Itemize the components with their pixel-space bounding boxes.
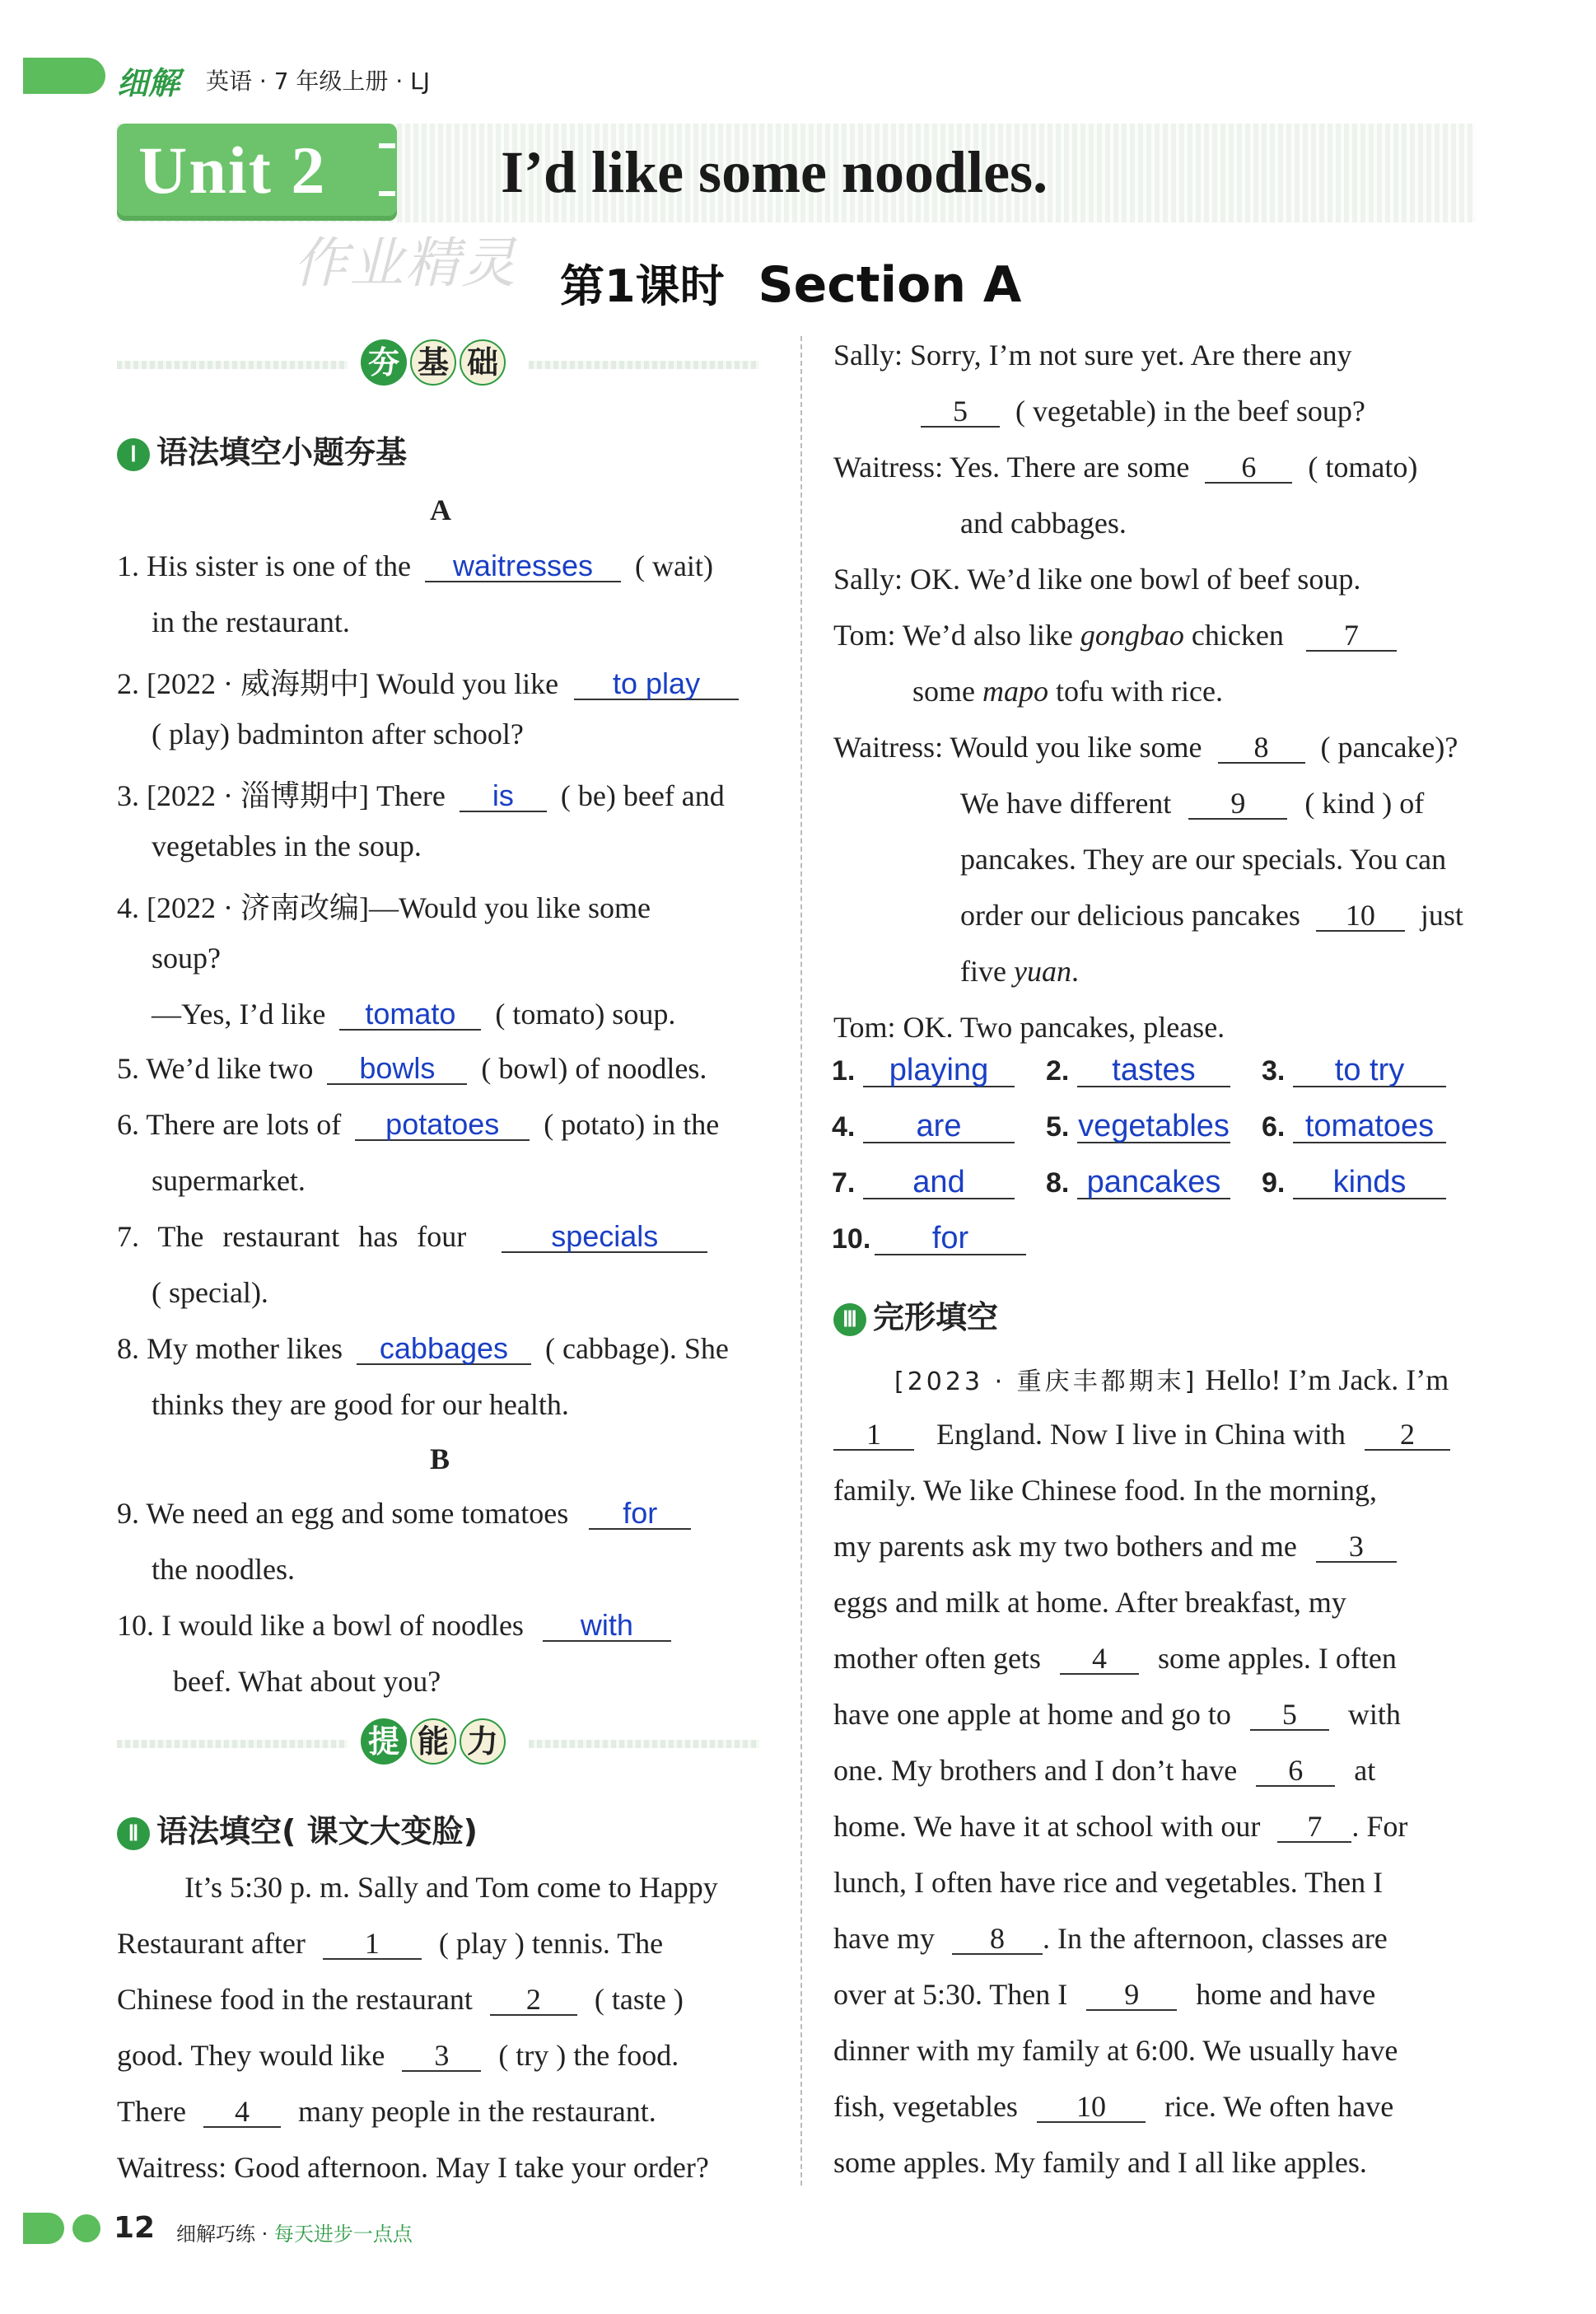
dialog-blank-9 bbox=[1188, 788, 1287, 820]
q10-blank bbox=[543, 1610, 671, 1642]
cloze-line bbox=[833, 1809, 1407, 1844]
dialog-text: We have different bbox=[960, 787, 1172, 820]
question-6 bbox=[117, 1107, 719, 1142]
blank-number: 2 bbox=[1399, 1418, 1415, 1451]
section-band bbox=[529, 1740, 759, 1748]
group-b-label: B bbox=[430, 1442, 450, 1475]
passage-text: ( taste ) bbox=[594, 1983, 684, 2016]
cloze-line: lunch, I often have rice and vegetables. Then I bbox=[833, 1866, 1384, 1899]
answer-cell bbox=[1046, 1165, 1230, 1199]
passage-text: ( play ) tennis. The bbox=[438, 1927, 664, 1960]
blank-number: 5 bbox=[1281, 1698, 1297, 1731]
q8-hint: ( cabbage). She bbox=[544, 1332, 729, 1365]
cloze-text: Hello! I’m Jack. I’m bbox=[1205, 1363, 1449, 1396]
q3-answer: is bbox=[492, 778, 514, 812]
badge-char: 基 bbox=[410, 339, 456, 386]
blank-number: 10 bbox=[1345, 899, 1375, 932]
answer-text: tomatoes bbox=[1304, 1109, 1435, 1143]
cloze-blank-8 bbox=[952, 1924, 1043, 1955]
unit-label: Unit 2 bbox=[138, 133, 327, 208]
cloze-blank-5 bbox=[1250, 1699, 1329, 1731]
cloze-line bbox=[833, 2089, 1393, 2124]
q8-text: 8. My mother likes bbox=[117, 1332, 343, 1365]
question-4: 4. [2022 · 济南改编]—Would you like some bbox=[117, 891, 651, 924]
answer-number: 8. bbox=[1046, 1167, 1070, 1199]
footer-slogan: 每天进步一点点 bbox=[273, 2223, 413, 2246]
passage-text: Restaurant after bbox=[117, 1927, 306, 1960]
answer-blank bbox=[863, 1054, 1015, 1087]
q2-blank bbox=[574, 666, 739, 700]
answer-text: pancakes bbox=[1086, 1165, 1221, 1199]
footer-green-bar bbox=[23, 2213, 64, 2244]
blank-number: 4 bbox=[234, 2095, 250, 2128]
q6-answer: potatoes bbox=[385, 1107, 500, 1141]
answer-number: 2. bbox=[1046, 1055, 1070, 1087]
section-band bbox=[117, 361, 348, 369]
q5-blank bbox=[327, 1051, 467, 1085]
answer-cell bbox=[1046, 1053, 1230, 1087]
dialog-italic: yuan bbox=[1013, 955, 1071, 988]
passage-blank-3 bbox=[402, 2041, 481, 2072]
part1-title: 语法填空小题夯基 bbox=[156, 434, 408, 470]
dialog-text: some bbox=[912, 675, 975, 708]
blank-number: 8 bbox=[1253, 731, 1269, 764]
answer-text: playing bbox=[889, 1053, 989, 1087]
cloze-blank-10 bbox=[1037, 2092, 1146, 2123]
dialog-line bbox=[833, 730, 1458, 764]
unit-title: I’d like some noodles. bbox=[501, 139, 1048, 205]
blank-number: 6 bbox=[1288, 1754, 1304, 1787]
answer-blank bbox=[1293, 1054, 1446, 1087]
answer-cell bbox=[832, 1109, 1015, 1143]
cloze-line bbox=[833, 1753, 1375, 1788]
answer-blank bbox=[863, 1166, 1015, 1199]
cloze-text: one. My brothers and I don’t have bbox=[833, 1754, 1238, 1787]
blank-number: 7 bbox=[1307, 1810, 1323, 1843]
q2-cont: ( play) badminton after school? bbox=[152, 718, 524, 750]
q9-cont: the noodles. bbox=[152, 1553, 295, 1586]
group-a-label: A bbox=[430, 493, 451, 526]
q4-cont: soup? bbox=[152, 942, 221, 975]
cloze-blank-4 bbox=[1060, 1643, 1139, 1675]
dialog-blank-7 bbox=[1306, 620, 1397, 652]
dialog-text: Tom: We’d also like bbox=[833, 619, 1073, 652]
passage-text: ( try ) the food. bbox=[498, 2039, 679, 2072]
passage-blank-1 bbox=[323, 1928, 422, 1960]
q8-answer: cabbages bbox=[379, 1331, 509, 1365]
page-number: 12 bbox=[114, 2211, 156, 2245]
dialog-line: pancakes. They are our specials. You can bbox=[960, 843, 1447, 876]
cloze-text: some apples. I often bbox=[1157, 1642, 1397, 1675]
cloze-blank-6 bbox=[1256, 1755, 1335, 1787]
q10-text: 10. I would like a bowl of noodles bbox=[117, 1609, 524, 1642]
column-divider bbox=[800, 336, 802, 2185]
dialog-text: ( pancake)? bbox=[1320, 731, 1458, 764]
answer-number: 5. bbox=[1046, 1111, 1070, 1143]
q1-blank bbox=[425, 551, 621, 582]
answer-blank bbox=[875, 1222, 1026, 1255]
q9-blank bbox=[589, 1498, 691, 1530]
answer-number: 4. bbox=[832, 1111, 856, 1143]
header-subject: 英语 · 7 年级上册 · LJ bbox=[206, 68, 430, 95]
q1-hint: ( wait) bbox=[634, 549, 713, 582]
badge-char: 力 bbox=[460, 1718, 506, 1765]
answer-text: to try bbox=[1334, 1053, 1405, 1087]
answer-cell bbox=[1262, 1109, 1446, 1143]
blank-number: 6 bbox=[1241, 451, 1257, 484]
q4-blank bbox=[339, 999, 481, 1031]
q4-reply bbox=[152, 997, 675, 1031]
answer-blank bbox=[1293, 1110, 1446, 1143]
q3-cont: vegetables in the soup. bbox=[152, 830, 422, 862]
blank-number: 3 bbox=[1348, 1530, 1364, 1563]
cloze-text: my parents ask my two bothers and me bbox=[833, 1530, 1297, 1563]
question-5 bbox=[117, 1051, 707, 1086]
cloze-text: with bbox=[1347, 1698, 1401, 1731]
q6-cont: supermarket. bbox=[152, 1164, 306, 1197]
cloze-line bbox=[894, 1361, 1449, 1397]
dialog-italic: gongbao bbox=[1080, 619, 1184, 652]
q3-blank bbox=[460, 778, 547, 812]
unit-badge-tick bbox=[379, 143, 395, 148]
answer-blank bbox=[1077, 1054, 1230, 1087]
cloze-text: . For bbox=[1351, 1810, 1408, 1843]
passage-line: It’s 5:30 p. m. Sally and Tom come to Happy bbox=[184, 1871, 718, 1904]
header-green-bar bbox=[23, 58, 105, 94]
roman-numeral-2: Ⅱ bbox=[117, 1817, 150, 1850]
q6-hint: ( potato) in the bbox=[544, 1108, 720, 1141]
dialog-line bbox=[960, 954, 1079, 989]
watermark: 作业精灵 bbox=[293, 231, 517, 295]
q9-answer: for bbox=[623, 1496, 658, 1530]
answer-text: tastes bbox=[1112, 1053, 1196, 1087]
dialog-text: just bbox=[1420, 899, 1463, 932]
dialog-line bbox=[960, 898, 1463, 933]
answer-number: 1. bbox=[832, 1055, 856, 1087]
q2-text: 2. [2022 · 威海期中] Would you like bbox=[117, 667, 559, 700]
dialog-line: and cabbages. bbox=[960, 507, 1127, 540]
blank-number: 8 bbox=[989, 1922, 1005, 1955]
dialog-text: . bbox=[1071, 955, 1079, 988]
dialog-blank-6 bbox=[1205, 452, 1292, 484]
cloze-text: home and have bbox=[1196, 1978, 1376, 2011]
footer-brand-name: 细解巧练 bbox=[176, 2223, 255, 2246]
blank-number: 5 bbox=[953, 395, 968, 428]
cloze-line: family. We like Chinese food. In the morning, bbox=[833, 1474, 1377, 1507]
cloze-blank-3 bbox=[1316, 1531, 1397, 1563]
passage-line bbox=[117, 1926, 663, 1961]
answer-cell bbox=[1046, 1109, 1230, 1143]
cloze-line bbox=[833, 1529, 1397, 1564]
q4-answer: tomato bbox=[365, 997, 456, 1031]
roman-numeral-1: Ⅰ bbox=[117, 438, 150, 471]
q7-cont: ( special). bbox=[152, 1276, 268, 1309]
question-3 bbox=[117, 773, 725, 815]
cloze-line bbox=[833, 1641, 1397, 1676]
cloze-text: rice. We often have bbox=[1164, 2090, 1394, 2123]
passage-line bbox=[117, 2038, 679, 2073]
q10-cont: beef. What about you? bbox=[173, 1665, 441, 1698]
q4-hint: ( tomato) soup. bbox=[495, 998, 676, 1031]
footer-brand: 细解巧练 · 每天进步一点点 bbox=[176, 2223, 413, 2246]
cloze-source: [2023 · 重庆丰都期末] bbox=[894, 1367, 1198, 1396]
answer-blank bbox=[1293, 1166, 1446, 1199]
q5-hint: ( bowl) of noodles. bbox=[481, 1052, 707, 1085]
dialog-blank-5 bbox=[921, 396, 1000, 428]
answer-grid bbox=[832, 1053, 1474, 1283]
question-9 bbox=[117, 1496, 691, 1531]
passage-text: good. They would like bbox=[117, 2039, 385, 2072]
blank-number: 7 bbox=[1343, 619, 1359, 652]
cloze-blank-2 bbox=[1365, 1419, 1450, 1451]
blank-number: 10 bbox=[1076, 2090, 1106, 2123]
badge-char: 能 bbox=[410, 1718, 456, 1765]
passage-text: many people in the restaurant. bbox=[297, 2095, 656, 2128]
q6-blank bbox=[355, 1107, 530, 1141]
blank-number: 9 bbox=[1230, 787, 1246, 820]
cloze-text: have one apple at home and go to bbox=[833, 1698, 1231, 1731]
q1-answer: waitresses bbox=[452, 549, 593, 582]
dialog-line bbox=[833, 450, 1417, 484]
dialog-blank-8 bbox=[1218, 732, 1305, 764]
answer-number: 3. bbox=[1262, 1055, 1286, 1087]
answer-text: for bbox=[931, 1221, 969, 1255]
cloze-text: England. Now I live in China with bbox=[936, 1418, 1346, 1451]
dialog-text: chicken bbox=[1191, 619, 1284, 652]
answer-text: and bbox=[912, 1165, 965, 1199]
dialog-text: Waitress: Would you like some bbox=[833, 731, 1202, 764]
answer-cell bbox=[1262, 1165, 1446, 1199]
answer-number: 9. bbox=[1262, 1167, 1286, 1199]
cloze-text: at bbox=[1354, 1754, 1376, 1787]
answer-text: kinds bbox=[1332, 1165, 1407, 1199]
q8-cont: thinks they are good for our health. bbox=[152, 1388, 569, 1421]
q7-text: 7. The restaurant has four bbox=[117, 1220, 467, 1253]
cloze-text: over at 5:30. Then I bbox=[833, 1978, 1068, 2011]
q9-text: 9. We need an egg and some tomatoes bbox=[117, 1497, 569, 1530]
blank-number: 1 bbox=[866, 1418, 881, 1451]
section-band bbox=[117, 1740, 348, 1748]
cloze-blank-1 bbox=[833, 1419, 914, 1451]
cloze-line: some apples. My family and I all like apples. bbox=[833, 2146, 1367, 2179]
passage-text: There bbox=[117, 2095, 186, 2128]
lesson-label bbox=[560, 251, 1021, 315]
cloze-line bbox=[833, 1977, 1375, 2012]
passage-blank-4 bbox=[203, 2097, 281, 2128]
cloze-text: have my bbox=[833, 1922, 935, 1955]
cloze-blank-9 bbox=[1086, 1980, 1177, 2011]
badge-char: 夯 bbox=[361, 339, 407, 386]
cloze-text: fish, vegetables bbox=[833, 2090, 1018, 2123]
section-name: Section A bbox=[758, 256, 1022, 314]
dialog-text: ( kind ) of bbox=[1304, 787, 1425, 820]
dialog-line bbox=[912, 674, 1223, 708]
dialog-line: Sally: OK. We’d like one bowl of beef soup. bbox=[833, 563, 1361, 596]
dialog-italic: mapo bbox=[982, 675, 1048, 708]
cloze-line bbox=[833, 1417, 1450, 1452]
part3-heading bbox=[833, 1292, 998, 1337]
blank-number: 9 bbox=[1124, 1978, 1140, 2011]
ability-badge bbox=[359, 1718, 507, 1765]
cloze-line: dinner with my family at 6:00. We usually have bbox=[833, 2034, 1398, 2067]
badge-char: 础 bbox=[460, 339, 506, 386]
q8-blank bbox=[357, 1331, 531, 1365]
answer-text: are bbox=[916, 1109, 962, 1143]
q6-text: 6. There are lots of bbox=[117, 1108, 342, 1141]
dialog-text: five bbox=[960, 955, 1006, 988]
question-1 bbox=[117, 549, 764, 583]
roman-numeral-3: Ⅲ bbox=[833, 1303, 866, 1336]
dialog-text: ( vegetable) in the beef soup? bbox=[1015, 395, 1365, 428]
answer-number: 7. bbox=[832, 1167, 856, 1199]
passage-blank-2 bbox=[490, 1984, 577, 2016]
answer-number: 6. bbox=[1262, 1111, 1286, 1143]
answer-cell bbox=[832, 1053, 1015, 1087]
basic-badge bbox=[359, 339, 507, 386]
badge-char: 提 bbox=[361, 1718, 407, 1765]
answer-blank bbox=[1077, 1110, 1230, 1143]
cloze-text: . In the afternoon, classes are bbox=[1042, 1922, 1388, 1955]
cloze-line bbox=[833, 1921, 1388, 1956]
part2-title: 语法填空( 课文大变脸) bbox=[156, 1813, 478, 1849]
passage-line: Waitress: Good afternoon. May I take your order? bbox=[117, 2151, 709, 2184]
q10-answer: with bbox=[580, 1608, 633, 1642]
answer-blank bbox=[863, 1110, 1015, 1143]
q1-text: 1. His sister is one of the bbox=[117, 549, 411, 582]
cloze-line: eggs and milk at home. After breakfast, my bbox=[833, 1586, 1346, 1619]
blank-number: 2 bbox=[525, 1983, 541, 2016]
dialog-line: Sally: Sorry, I’m not sure yet. Are there any bbox=[833, 339, 1352, 372]
lesson-number: 第1课时 bbox=[560, 260, 725, 312]
dialog-text: order our delicious pancakes bbox=[960, 899, 1300, 932]
part1-heading bbox=[117, 427, 407, 472]
dialog-line bbox=[833, 618, 1397, 652]
blank-number: 1 bbox=[364, 1927, 380, 1960]
blank-number: 3 bbox=[434, 2039, 450, 2072]
footer-dot bbox=[72, 2214, 100, 2242]
q7-blank bbox=[502, 1219, 707, 1253]
q7-answer: specials bbox=[551, 1219, 659, 1253]
section-band bbox=[529, 361, 759, 369]
answer-cell bbox=[832, 1165, 1015, 1199]
q5-text: 5. We’d like two bbox=[117, 1052, 314, 1085]
q4-reply-text: —Yes, I’d like bbox=[152, 998, 326, 1031]
cloze-text: home. We have it at school with our bbox=[833, 1810, 1261, 1843]
q1-cont: in the restaurant. bbox=[152, 605, 350, 638]
unit-badge-tick bbox=[379, 191, 395, 196]
blank-number: 4 bbox=[1091, 1642, 1107, 1675]
dialog-line: Tom: OK. Two pancakes, please. bbox=[833, 1011, 1225, 1044]
cloze-line bbox=[833, 1697, 1401, 1732]
question-7 bbox=[117, 1219, 707, 1254]
q3-text: 3. [2022 · 淄博期中] There bbox=[117, 779, 446, 812]
dialog-line bbox=[921, 394, 1365, 428]
header-logo: 细解 bbox=[117, 65, 180, 101]
dialog-text: ( tomato) bbox=[1308, 451, 1418, 484]
q2-answer: to play bbox=[613, 666, 701, 700]
passage-line bbox=[117, 2094, 656, 2129]
q3-hint: ( be) beef and bbox=[560, 779, 725, 812]
answer-text: vegetables bbox=[1078, 1109, 1230, 1143]
answer-cell bbox=[1262, 1053, 1446, 1087]
q5-answer: bowls bbox=[359, 1051, 436, 1085]
part2-heading bbox=[117, 1806, 478, 1851]
answer-number: 10. bbox=[832, 1223, 871, 1255]
cloze-blank-7 bbox=[1277, 1811, 1351, 1843]
dialog-blank-10 bbox=[1316, 900, 1405, 932]
answer-cell bbox=[832, 1221, 1026, 1255]
cloze-text: mother often gets bbox=[833, 1642, 1041, 1675]
question-8 bbox=[117, 1331, 729, 1366]
dialog-text: Waitress: Yes. There are some bbox=[833, 451, 1190, 484]
part3-title: 完形填空 bbox=[873, 1299, 999, 1335]
dialog-line bbox=[960, 786, 1424, 820]
passage-text: Chinese food in the restaurant bbox=[117, 1983, 473, 2016]
question-2 bbox=[117, 661, 739, 703]
answer-blank bbox=[1077, 1166, 1230, 1199]
question-10 bbox=[117, 1608, 671, 1643]
passage-line bbox=[117, 1982, 684, 2017]
dialog-text: tofu with rice. bbox=[1056, 675, 1223, 708]
